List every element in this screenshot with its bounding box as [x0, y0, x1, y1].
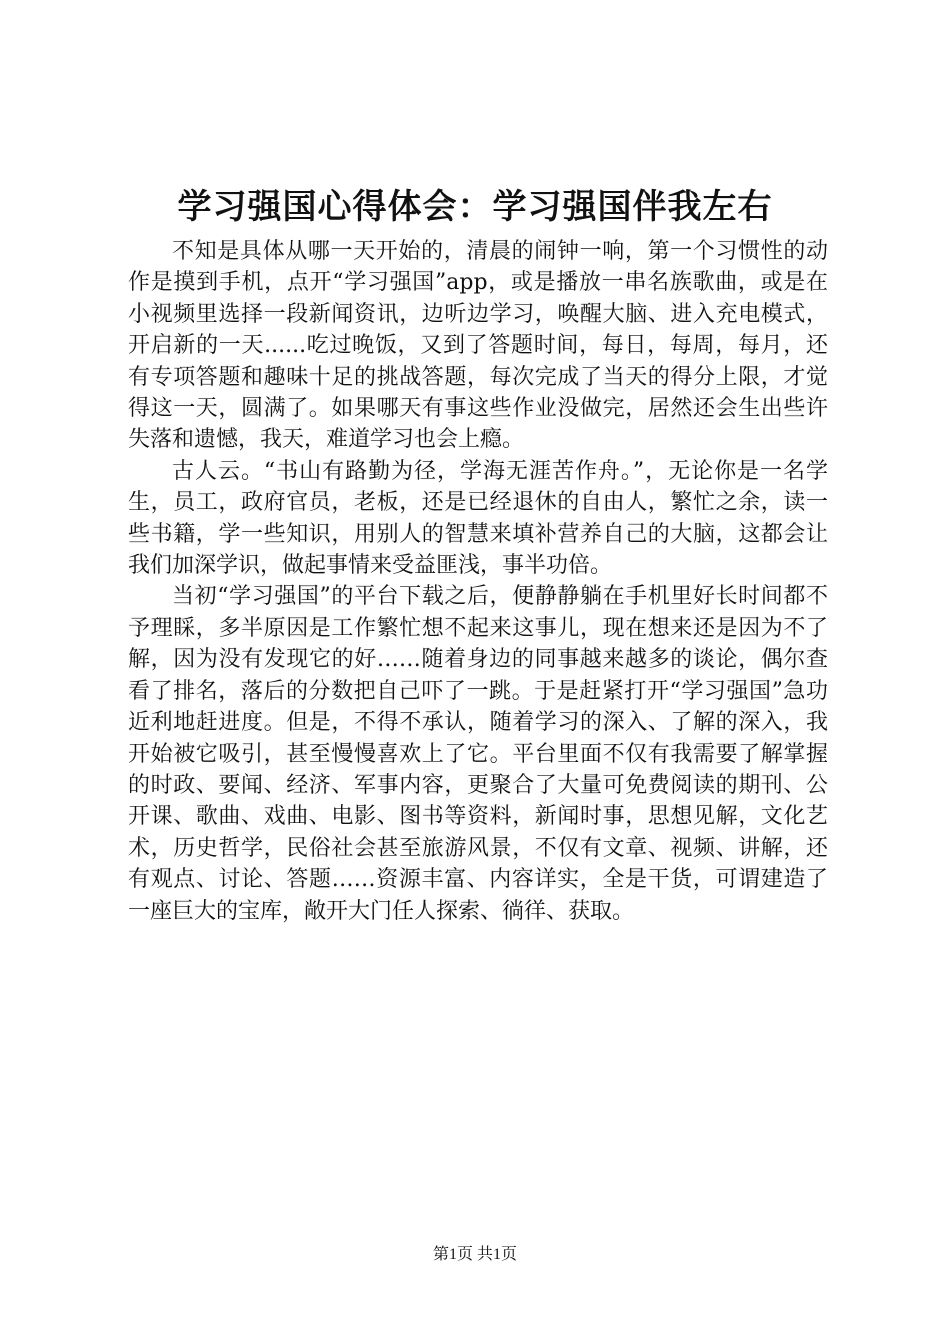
paragraph: 不知是具体从哪一天开始的，清晨的闹钟一响，第一个习惯性的动作是摸到手机，点开“学习强国”app，或是播放一串名族歌曲，或是在小视频里选择一段新闻资讯，边听边学习，唤醒大脑、进入充电模式，开启新的一天......吃过晚饭，又到了答题时间，每日，每周，每月，还有专项答题和趣味十足的挑战答题，每次完成了当天的得分上限，才觉得这一天，圆满了。如果哪天有事这些作业没做完，居然还会生出些许失落和遗憾，我天，难道学习也会上瘾。 [128, 239, 828, 453]
document-title: 学习强国心得体会：学习强国伴我左右 [177, 187, 773, 227]
document-body [128, 236, 828, 927]
paragraph: 古人云。“书山有路勤为径，学海无涯苦作舟。”，无论你是一名学生，员工，政府官员，老板，还是已经退休的自由人，繁忙之余，读一些书籍，学一些知识，用别人的智慧来填补营养自己的大脑，这都会让我们加深学识，做起事情来受益匪浅，事半功倍。 [128, 458, 828, 579]
paragraph: 当初“学习强国”的平台下载之后，便静静躺在手机里好长时间都不予理睬，多半原因是工作繁忙想不起来这事儿，现在想来还是因为不了解，因为没有发现它的好……随着身边的同事越来越多的谈论，偶尔查看了排名，落后的分数把自己吓了一跳。于是赶紧打开“学习强国”急功近利地赶进度。但是，不得不承认，随着学习的深入、了解的深入，我开始被它吸引，甚至慢慢喜欢上了它。平台里面不仅有我需要了解掌握的时政、要闻、经济、军事内容，更聚合了大量可免费阅读的期刊、公开课、歌曲、戏曲、电影、图书等资料，新闻时事，思想见解，文化艺术，历史哲学，民俗社会甚至旅游风景，不仅有文章、视频、讲解，还有观点、讨论、答题……资源丰富、内容详实，全是干货，可谓建造了一座巨大的宝库，敞开大门任人探索、徜徉、获取。 [128, 584, 828, 924]
page-footer: 第1页 共1页 [432, 1246, 517, 1263]
